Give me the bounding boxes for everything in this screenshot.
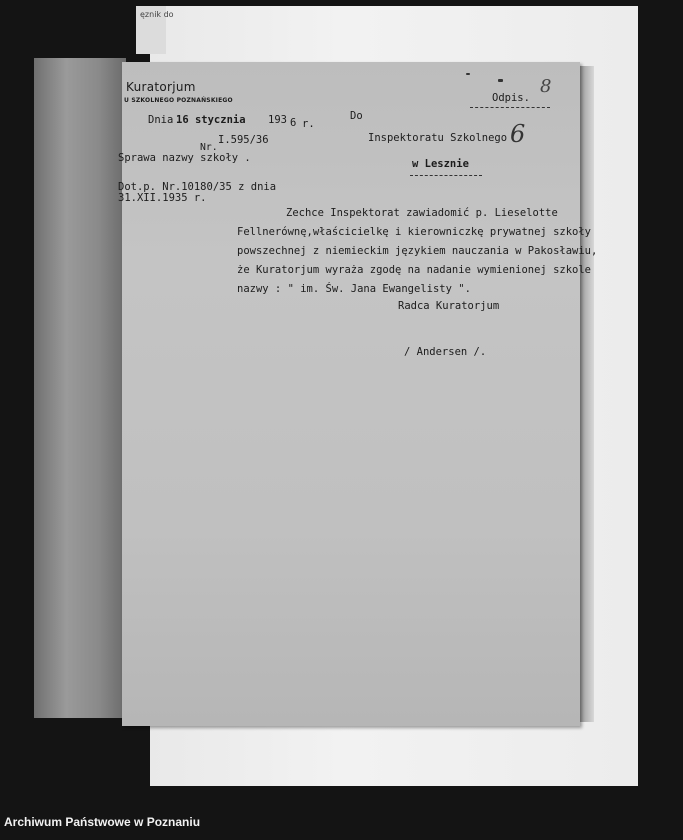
archive-footer: Archiwum Państwowe w Poznaniu: [4, 815, 201, 829]
folder-edge: [34, 58, 126, 718]
body-line: powszechnej z niemieckim językiem nauczania w Pakosławiu,: [237, 245, 598, 257]
date-year-b: 6: [290, 117, 297, 129]
reference-line-2: 31.XII.1935 r.: [118, 192, 207, 204]
reference-line-1: Dot.p. Nr.10180/35 z dnia: [118, 181, 277, 193]
date-suffix: r.: [302, 118, 315, 130]
date-day-month: 16 stycznia: [176, 114, 246, 126]
top-tab-text: ęznik do: [140, 10, 174, 19]
addressee-office: Inspektoratu Szkolnego: [368, 132, 508, 144]
number-label: Nr.: [200, 142, 218, 153]
copy-mark-underline: [470, 107, 550, 108]
signature-title: Radca Kuratorjum: [398, 300, 500, 312]
city-underline: [410, 175, 482, 176]
subject-line: Sprawa nazwy szkoły .: [118, 152, 251, 164]
scribble-mark: [498, 79, 503, 82]
copy-mark: Odpis.: [492, 92, 530, 104]
sheet-right-edge: [580, 66, 594, 722]
handwritten-six: 6: [510, 120, 526, 148]
body-line: Zechce Inspektorat zawiadomić p. Lieselotte: [286, 207, 558, 219]
handwritten-eight: 8: [540, 76, 552, 97]
signature-name: / Andersen /.: [404, 346, 487, 358]
date-prefix: Dnia: [148, 114, 174, 126]
addressee-city: w Lesznie: [412, 158, 469, 170]
scribble-mark: [466, 73, 470, 75]
body-line: nazwy : " im. Św. Jana Ewangelisty ".: [237, 283, 471, 295]
body-line: że Kuratorjum wyraża zgodę na nadanie wymienionej szkole: [237, 264, 592, 276]
letterhead-name: Kuratorjum: [126, 80, 196, 94]
letterhead-sub: U SZKOLNEGO POZNAŃSKIEGO: [124, 97, 233, 104]
body-line: Fellnerównę,właścicielkę i kierowniczkę prywatnej szkoły: [237, 226, 592, 238]
number-value: I.595/36: [218, 134, 269, 146]
addressee-to: Do: [350, 110, 363, 122]
date-year-a: 193: [268, 114, 287, 126]
